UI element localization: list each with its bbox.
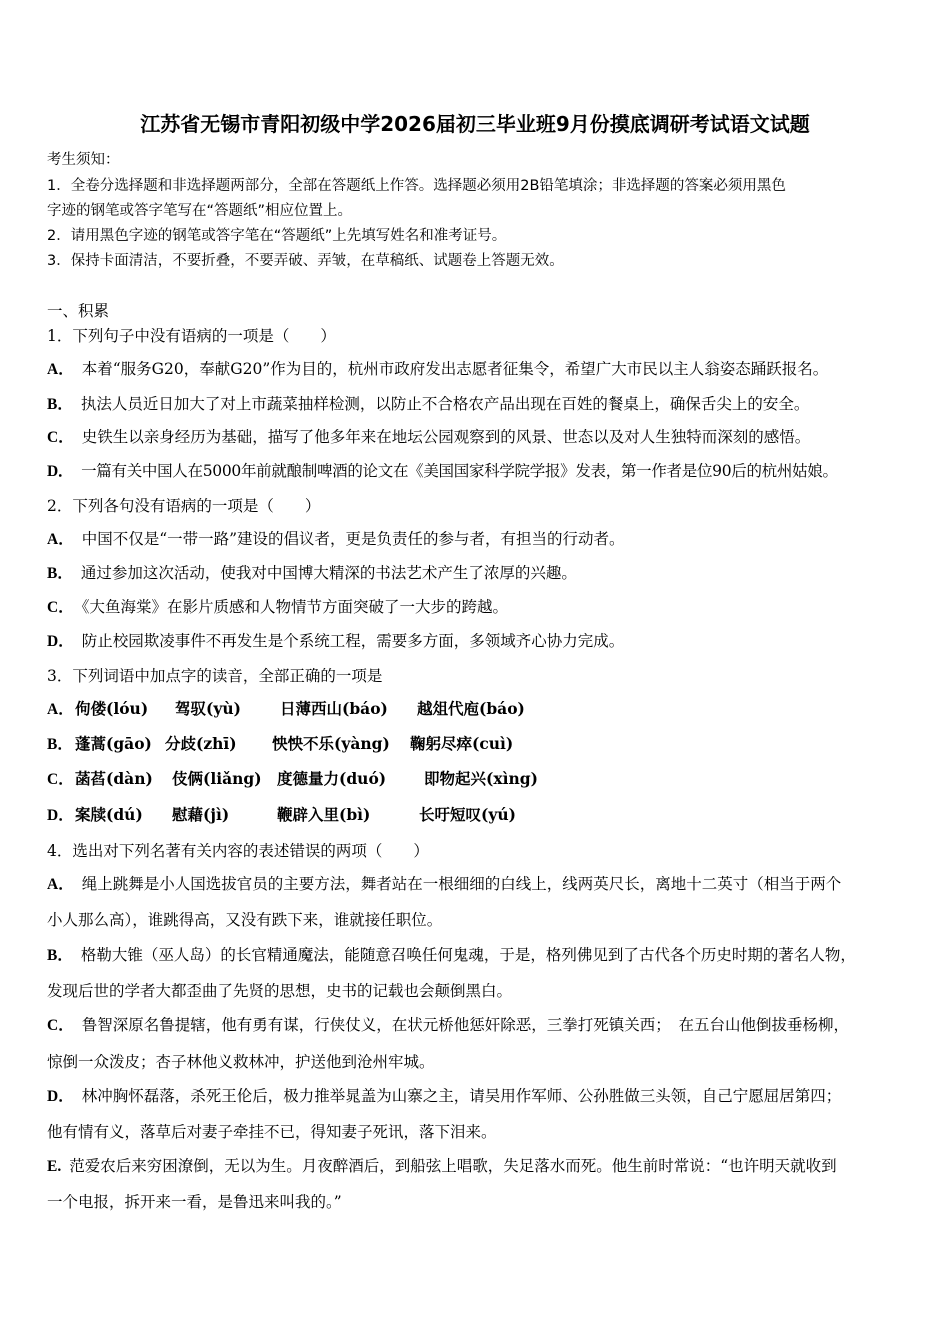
option-label: D． xyxy=(47,633,74,650)
option-label: C． xyxy=(47,599,74,616)
option-item: 案牍(dú) xyxy=(75,805,143,824)
option-item: 蓬蒿(gāo) xyxy=(75,734,152,753)
option-label: C． xyxy=(47,1017,74,1034)
option-item: 度德量力(duó) xyxy=(277,769,387,788)
notice-line: 3．保持卡面清洁，不要折叠，不要弄破、弄皱，在草稿纸、试题卷上答题无效。 xyxy=(47,253,564,269)
option-label: B． xyxy=(47,736,73,753)
q4-stem: 4．选出对下列名著有关内容的表述错误的两项（ ） xyxy=(47,842,429,860)
option-item: 日薄西山(báo) xyxy=(280,699,388,718)
option-label: D． xyxy=(47,807,74,824)
option-text: 本着“服务G20，奉献G20”作为目的，杭州市政府发出志愿者征集令，希望广大市民以主人翁姿态踊跃报名。 xyxy=(81,360,829,378)
option-text: 鲁智深原名鲁提辖，他有勇有谋，行侠仗义，在状元桥他惩奸除恶，三拳打死镇关西； 在五台山他倒拔垂杨柳， xyxy=(81,1016,849,1034)
option-text: 中国不仅是“一带一路”建设的倡议者，更是负责任的参与者，有担当的行动者。 xyxy=(81,530,625,548)
q4-option-d-cont: 他有情有义，落草后对妻子牵挂不已，得知妻子死讯，落下泪来。 xyxy=(47,1123,497,1141)
option-label: A． xyxy=(47,701,74,718)
q4-option-c xyxy=(47,1015,849,1036)
option-item: 鞠躬尽瘁(cuì) xyxy=(410,734,514,753)
option-text: 林冲胸怀磊落，杀死王伦后，极力推举晁盖为山寨之主，请吴用作军师、公孙胜做三头领，自己宁愿屈居第四； xyxy=(81,1087,842,1105)
q2-option-b xyxy=(47,563,577,584)
q2-option-a xyxy=(47,529,625,550)
q4-option-e xyxy=(47,1156,837,1177)
option-item: 越俎代庖(báo) xyxy=(417,699,525,718)
q4-option-a xyxy=(47,874,841,895)
option-item: 即物起兴(xìng) xyxy=(424,769,538,788)
notice-line: 1．全卷分选择题和非选择题两部分，全部在答题纸上作答。选择题必须用2B铅笔填涂；非选择题的答案必须用黑色 xyxy=(47,178,786,194)
q3-stem: 3．下列词语中加点字的读音，全部正确的一项是 xyxy=(47,667,383,685)
option-item: 怏怏不乐(yàng) xyxy=(272,734,390,753)
notice-line: 2．请用黑色字迹的钢笔或答字笔在“答题纸”上先填写姓名和准考证号。 xyxy=(47,228,507,244)
option-label: C． xyxy=(47,771,74,788)
option-item: 菡萏(dàn) xyxy=(75,769,153,788)
q2-stem: 2．下列各句没有语病的一项是（ ） xyxy=(47,497,321,515)
option-text: 执法人员近日加大了对上市蔬菜抽样检测，以防止不合格农产品出现在百姓的餐桌上，确保舌尖上的安全。 xyxy=(80,395,810,413)
q4-option-e-cont: 一个电报，拆开来一看，是鲁迅来叫我的。” xyxy=(47,1193,342,1211)
option-text: 通过参加这次活动，使我对中国博大精深的书法艺术产生了浓厚的兴趣。 xyxy=(80,564,577,582)
notice-line: 字迹的钢笔或答字笔写在“答题纸”相应位置上。 xyxy=(47,203,353,219)
option-text: 一篇有关中国人在5000年前就酿制啤酒的论文在《美国国家科学院学报》发表，第一作者是位90后的杭州姑娘。 xyxy=(81,462,838,480)
q4-option-c-cont: 惊倒一众泼皮；杏子林他义救林冲，护送他到沧州牢城。 xyxy=(47,1053,435,1071)
option-label: D． xyxy=(47,463,74,480)
q4-option-a-cont: 小人那么高），谁跳得高，又没有跌下来，谁就接任职位。 xyxy=(47,911,443,929)
q3-option-b xyxy=(47,734,907,755)
option-item: 分歧(zhī) xyxy=(165,734,237,753)
q4-option-b-cont: 发现后世的学者大都歪曲了先贤的思想，史书的记载也会颠倒黑白。 xyxy=(47,982,513,1000)
option-label: B． xyxy=(47,396,73,413)
option-label: C． xyxy=(47,429,74,446)
option-label: B． xyxy=(47,947,73,964)
section-heading: 一、积累 xyxy=(47,302,110,320)
q1-option-c xyxy=(47,427,810,448)
document-title: 江苏省无锡市青阳初级中学2026届初三毕业班9月份摸底调研考试语文试题 xyxy=(140,112,810,136)
q4-option-d xyxy=(47,1086,841,1107)
option-item: 慰藉(jì) xyxy=(172,805,230,824)
option-label: A． xyxy=(47,876,74,893)
q3-option-d xyxy=(47,805,907,826)
q1-option-b xyxy=(47,394,809,415)
option-item: 伎俩(liǎng) xyxy=(172,769,262,788)
q1-option-d xyxy=(47,461,838,482)
option-text: 格勒大锥（巫人岛）的长官精通魔法，能随意召唤任何鬼魂，于是，格列佛见到了古代各个历史时期的著名人物， xyxy=(80,946,856,964)
option-label: A． xyxy=(47,531,74,548)
q3-option-c xyxy=(47,769,907,790)
q1-option-a xyxy=(47,359,828,380)
option-text: 史铁生以亲身经历为基础，描写了他多年来在地坛公园观察到的风景、世态以及对人生独特而深刻的感悟。 xyxy=(81,428,811,446)
option-item: 驾驭(yù) xyxy=(175,699,241,718)
option-label: D． xyxy=(47,1088,74,1105)
option-text: 防止校园欺凌事件不再发生是个系统工程，需要多方面，多领域齐心协力完成。 xyxy=(81,632,625,650)
q4-option-b xyxy=(47,945,856,966)
option-item: 鞭辟入里(bì) xyxy=(277,805,371,824)
q1-stem: 1．下列句子中没有语病的一项是（ ） xyxy=(47,327,336,345)
option-label: A． xyxy=(47,361,74,378)
option-text: 绳上跳舞是小人国选拔官员的主要方法，舞者站在一根细细的白线上，线两英尺长，离地十二英寸（相当于两个 xyxy=(81,875,842,893)
option-item: 长吁短叹(yú) xyxy=(419,805,516,824)
option-text: 《大鱼海棠》在影片质感和人物情节方面突破了一大步的跨越。 xyxy=(81,598,508,616)
option-label: E. xyxy=(47,1158,62,1175)
notice-heading: 考生须知： xyxy=(47,152,120,168)
q2-option-d xyxy=(47,631,624,652)
q2-option-c xyxy=(47,597,508,618)
option-label: B． xyxy=(47,565,73,582)
q3-option-a xyxy=(47,699,907,720)
option-text: 范爱农后来穷困潦倒，无以为生。月夜醉酒后，到船弦上唱歌，失足落水而死。他生前时常说：“也许明天就收到 xyxy=(69,1157,837,1175)
option-item: 佝偻(lóu) xyxy=(75,699,149,718)
